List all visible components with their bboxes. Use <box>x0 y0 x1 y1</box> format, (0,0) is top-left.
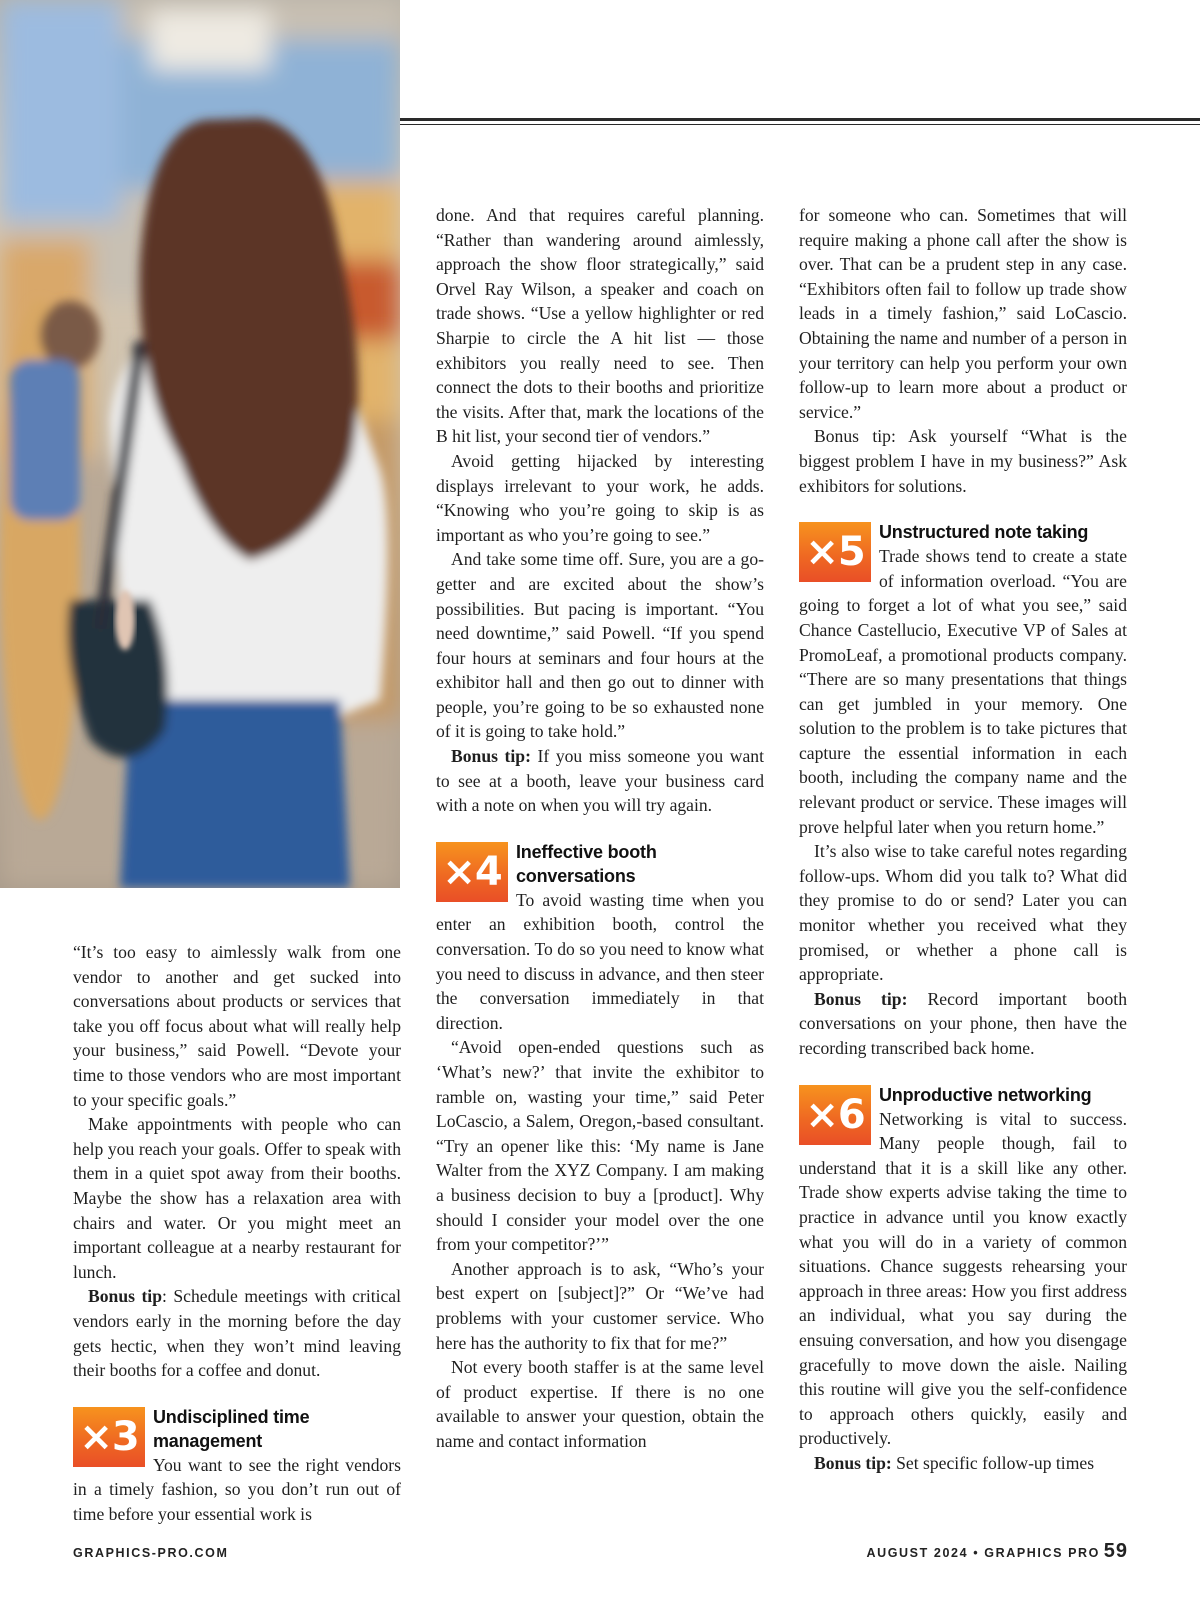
bonus-tip-label: Bonus tip: <box>451 746 531 767</box>
section-lead-paragraph: Trade shows tend to create a state of information overload. “You are going to forget a lot of what you see,” said Chance Castellucio, Executive VP of Sales at PromoLeaf, a promotional products company. “There are so many presentations that things can get jumbled in your memory. One solution to the problem is to take pictures that capture the essential information in each booth, including the company name and the relevant product or service. These images will prove helpful later when you return home.” <box>799 546 1127 837</box>
bonus-tip-label: Bonus tip: <box>814 1452 892 1473</box>
hero-photo <box>0 0 400 888</box>
paragraph: “It’s too easy to aimlessly walk from one vendor to another and get sucked into conversations about products or services that take you off focus about what will really help your business,” said Powell. “Devote your time to those vendors who are most important to your specific goals.” <box>73 942 401 1110</box>
section-number-badge: ×4 <box>436 842 508 902</box>
paragraph: Not every booth staffer is at the same level of product expertise. If there is no one available to answer your question, obtain the name and contact information <box>436 1357 764 1451</box>
paragraph: Make appointments with people who can help you reach your goals. Offer to speak with them in a quiet spot away from their booths. Maybe the show has a relaxation area with chairs and water. Or you might meet an important colleague at a nearby restaurant for lunch. <box>73 1114 401 1282</box>
bonus-tip-text: Set specific follow-up times <box>891 1452 1095 1473</box>
bonus-tip-paragraph <box>73 1284 401 1382</box>
bonus-tip-text: : Schedule meetings with critical vendors early in the morning before the day gets hectic, when they won’t mind leaving their booths for a coffee and donut. <box>73 1286 401 1381</box>
section-title: Unproductive networking <box>879 1084 1092 1105</box>
paragraph: for someone who can. Sometimes that will require making a phone call after the show is over. That can be a prudent step in any case. “Exhibitors often fail to follow up trade show leads in a timely fashion,” said LoCascio. Obtaining the name and number of a person in your territory can help you perform your own follow-up to learn more about a product or service.” <box>799 205 1127 422</box>
bonus-tip-paragraph <box>436 744 764 818</box>
section-lead-paragraph: Networking is vital to success. Many people though, fail to understand that it is a skill like any other. Trade show experts advise taking the time to practice in advance until you know exactly what you will do in a variety of common situations. Chance suggests rehearsing your approach in three areas: How you first address an individual, what you say during the ensuing conversation, and how you disengage gracefully to move down the aisle. Nailing this routine will give you the self-confidence to approach others quickly, easily and productively. <box>799 1108 1127 1449</box>
header-rules <box>400 118 1200 127</box>
paragraph: Another approach is to ask, “Who’s your best expert on [subject]?” Or “We’ve had problems with your customer service. Who here has the authority to fix that for me?” <box>436 1258 764 1353</box>
paragraph: done. And that requires careful planning. “Rather than wandering around aimlessly, approach the show floor strategically,” said Orvel Ray Wilson, a speaker and coach on trade shows. “Use a yellow highlighter or red Sharpie to circle the A hit list — those exhibitors you really need to see. Then connect the dots to their booths and prioritize the visits. After that, mark the locations of the B hit list, your second tier of vendors.” <box>436 205 764 447</box>
bonus-tip-paragraph <box>799 1451 1127 1476</box>
section-number-badge: ×6 <box>799 1085 871 1145</box>
header-rule-thin <box>400 124 1200 125</box>
section-lead-paragraph: You want to see the right vendors in a timely fashion, so you don’t run out of time before your essential work is <box>73 1454 401 1524</box>
paragraph: It’s also wise to take careful notes regarding follow-ups. Whom did you talk to? What did they promise to do or send? Later you can monitor whether you received what they promised, or whether a phone call is appropriate. <box>799 841 1127 985</box>
section-number-badge: ×5 <box>799 522 871 582</box>
header-rule-thick <box>400 118 1200 121</box>
column-2 <box>436 203 764 1454</box>
section-title: Ineffective booth conversations <box>516 841 657 886</box>
section-4 <box>436 840 764 1036</box>
paragraph: Bonus tip: Ask yourself “What is the biggest problem I have in my business?” Ask exhibitors for solutions. <box>799 426 1127 496</box>
section-5 <box>799 520 1127 839</box>
bonus-tip-paragraph <box>799 987 1127 1061</box>
footer-website: GRAPHICS-PRO.COM <box>73 1546 229 1560</box>
bonus-tip-label: Bonus tip <box>88 1286 162 1307</box>
column-1 <box>73 940 401 1526</box>
column-3 <box>799 203 1127 1476</box>
section-3 <box>73 1405 401 1527</box>
bonus-tip-label: Bonus tip: <box>814 988 908 1009</box>
paragraph: And take some time off. Sure, you are a go-getter and are excited about the show’s possibilities. But pacing is important. “You need downtime,” said Powell. “If you spend four hours at seminars and four hours at the exhibitor hall and then go out to dinner with people, you’re going to be so exhausted none of it is going to take hold.” <box>436 549 764 742</box>
section-6 <box>799 1083 1127 1451</box>
trade-show-photo-illustration <box>0 0 400 888</box>
page-number: 59 <box>1103 1540 1128 1562</box>
bonus-tip-text: If you miss someone you want to see at a booth, leave your business card with a note on when you will try again. <box>436 746 764 816</box>
section-title: Unstructured note taking <box>879 522 1089 543</box>
section-title: Undisciplined time management <box>153 1406 310 1451</box>
footer-issue: AUGUST 2024 • GRAPHICS PRO <box>866 1546 1100 1560</box>
paragraph: Avoid getting hijacked by interesting displays irrelevant to your work, he adds. “Knowing who you’re going to skip is as important as who you’re going to see.” <box>436 450 764 545</box>
paragraph: “Avoid open-ended questions such as ‘What’s new?’ that invite the exhibitor to ramble on, wasting your time,” said Peter LoCascio, a Salem, Oregon,-based consultant. “Try an opener like this: ‘My name is Jane Walter from the XYZ Company. I am making a business decision to buy a [product]. Why should I consider your model over the one from your competitor?’” <box>436 1037 764 1255</box>
bonus-tip-text: Record important booth conversations on your phone, then have the recording transcribed back home. <box>799 988 1127 1058</box>
section-lead-paragraph: To avoid wasting time when you enter an exhibition booth, control the conversation. To do so you need to know what you need to discuss in advance, and then steer the conversation immediately in that direction. <box>436 889 764 1033</box>
section-number-badge: ×3 <box>73 1407 145 1467</box>
